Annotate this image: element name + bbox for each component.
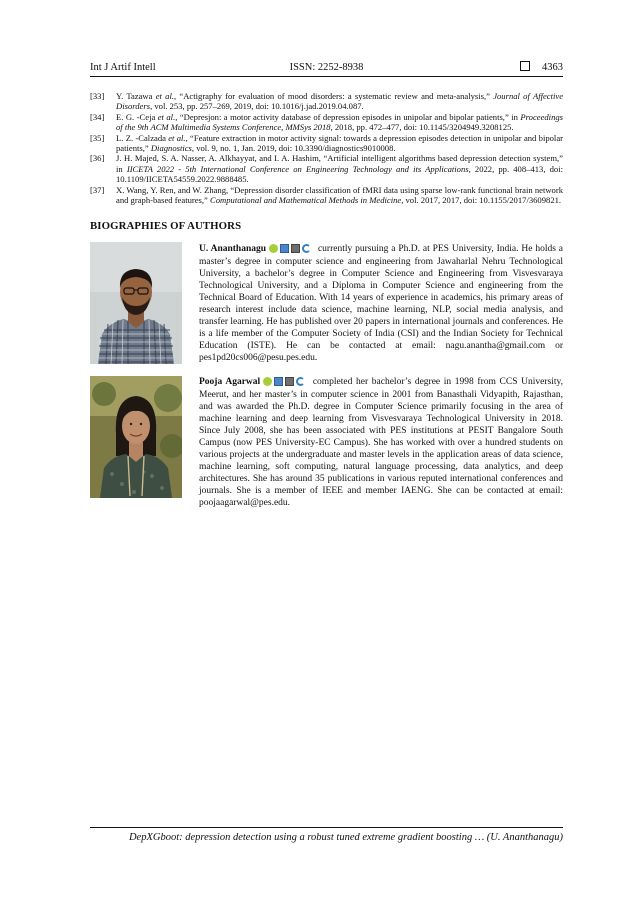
reference-text-fragment: , vol. 253, pp. 257–269, 2019, doi: 10.1016/j.jad.2019.04.087. <box>150 101 364 112</box>
reference-text-fragment: , 2018, pp. 472–477, doi: 10.1145/3204949.3208125. <box>330 122 514 133</box>
reference-text <box>116 91 563 111</box>
author-profile-badges <box>263 377 307 389</box>
reference-text-fragment: E. G. -Ceja <box>116 111 158 122</box>
author-portrait-male <box>90 242 182 364</box>
google-scholar-icon[interactable] <box>280 244 289 253</box>
reference-item <box>90 185 563 206</box>
reference-italic-text: Diagnostics <box>150 143 192 154</box>
checkbox-square-icon <box>520 61 530 71</box>
reference-italic-text: et al. <box>157 111 176 122</box>
page-number-value: 4363 <box>542 62 563 73</box>
reference-text-fragment: J. H. Majed, S. A. Nasser, A. Alkhayyat, and I. A. Hashim, “Artificial intelligent algorithms based depression detection system,” in <box>116 153 563 174</box>
orcid-icon[interactable] <box>263 377 272 386</box>
journal-name: Int J Artif Intell <box>90 62 156 73</box>
footer-divider <box>90 827 563 828</box>
references-list <box>90 91 563 205</box>
reference-text <box>116 153 563 184</box>
author-bio-ananthanagu <box>199 243 563 364</box>
author-name: Pooja Agarwal <box>199 377 261 387</box>
reference-number: [33] <box>90 91 105 101</box>
reference-number: [36] <box>90 153 105 164</box>
page-number <box>520 61 563 75</box>
reference-number: [34] <box>90 111 105 122</box>
reference-item <box>90 133 563 154</box>
author-photo-ananthanagu <box>90 242 182 364</box>
reference-text-fragment: , “Actigraphy for evaluation of mood disorders: a systematic review and meta-analysis,” <box>174 91 494 101</box>
section-title: BIOGRAPHIES OF AUTHORS <box>90 220 242 232</box>
scopus-icon[interactable] <box>285 377 294 386</box>
author-bio-text: currently pursuing a Ph.D. at PES University, India. He holds a master’s degree in computer science and engineering from Jawaharlal Nehru Technological University, a bachelor’s degree in Computer Science and Engineering from Visvesvaraya Technological University, and a Diploma in Computer Science and engineering from the Technical Board of Education. With 14 years of experience in academics, his primary areas of research interest include data science, machine learning, NLP, social media analysis, and transfer learning. He has published over 20 papers in international journals and conferences. He is a life member of the Computer Society of India (CSI) and the Indian Society for Technical Education (ISTE). He can be contacted at email: nagu.anantha@gmail.com or pes1pd20cs006@pesu.pes.edu. <box>199 244 564 364</box>
reference-italic-text: Journal of Affective Disorders <box>116 91 564 112</box>
reference-text-fragment: , 2022, pp. 408–413, doi: 10.1109/IICETA54559.2022.9888485. <box>116 163 563 185</box>
google-scholar-icon[interactable] <box>274 377 283 386</box>
scopus-icon[interactable] <box>291 244 300 253</box>
author-bio-agarwal <box>199 376 563 510</box>
reference-item <box>90 153 563 184</box>
issn: ISSN: 2252-8938 <box>289 62 364 73</box>
page-header <box>90 61 563 75</box>
reference-text <box>116 133 563 153</box>
running-title: DepXGboot: depression detection using a robust tuned extreme gradient boosting … (U. Ananthanagu) <box>128 832 563 843</box>
reference-text-fragment: , “Depresjon: a motor activity database of depression episodes in unipolar and bipolar patients,” in <box>175 111 521 122</box>
reference-italic-text: Proceedings of the 9th ACM Multimedia Systems Conference, MMSys 2018 <box>116 111 564 133</box>
reference-text <box>116 185 563 205</box>
reference-italic-text: IICETA 2022 - 5th International Conference on Engineering Technology and its Applications <box>126 163 469 174</box>
reference-text-fragment: X. Wang, Y. Ren, and W. Zhang, “Depression disorder classification of fMRI data using sparse low-rank functional brain network and graph-based features,” <box>116 184 563 206</box>
author-bio-text: completed her bachelor’s degree in 1998 from CCS University, Meerut, and her master’s in computer science in 2001 from Banasthali Vidyapith, Rajasthan, and was awarded the Ph.D. degree in Computer Science primarily focusing in the area of machine learning and deep learning from Visvesvaraya Technological University in 2018. Since July 2008, she has been associated with PES institutions at PESIT Bangalore South Campus (now PES University-EC Campus). She has worked with over a hundred students on various projects at the undergraduate and master levels in the application areas of data science, machine learning, soft computing, natural language processing, data analytics, and deep architectures. She has around 35 publications in various reputed international conferences and journals. She is a member of IEEE and member IAENG. She can be contacted at email: poojaagarwal@pes.edu. <box>199 377 563 509</box>
reference-italic-text: et al. <box>155 91 175 101</box>
reference-text-fragment: , “Feature extraction in motor activity signal: towards a depression episodes detection in unipolar and bipolar patients,” <box>116 132 563 154</box>
reference-text-fragment: , vol. 9, no. 1, Jan. 2019, doi: 10.3390/diagnostics9010008. <box>191 143 396 154</box>
reference-text-fragment: Y. Tazawa <box>116 91 156 101</box>
reference-number: [37] <box>90 184 105 195</box>
reference-text-fragment: , vol. 2017, 2017, doi: 10.1155/2017/3609821. <box>401 195 562 206</box>
reference-text <box>116 112 563 132</box>
orcid-icon[interactable] <box>269 244 278 253</box>
reference-item <box>90 112 563 133</box>
author-name: U. Ananthanagu <box>199 244 267 254</box>
reference-italic-text: et al. <box>168 132 186 143</box>
reference-item <box>90 91 563 112</box>
publons-icon[interactable] <box>296 377 305 386</box>
reference-italic-text: Computational and Mathematical Methods in Medicine <box>210 195 402 206</box>
author-photo-agarwal <box>90 376 182 498</box>
publons-icon[interactable] <box>302 244 311 253</box>
author-profile-badges <box>269 244 313 256</box>
author-portrait-female <box>90 376 182 498</box>
reference-number: [35] <box>90 132 105 143</box>
reference-text-fragment: L. Z. -Calzada <box>116 132 169 143</box>
header-divider <box>90 76 563 77</box>
